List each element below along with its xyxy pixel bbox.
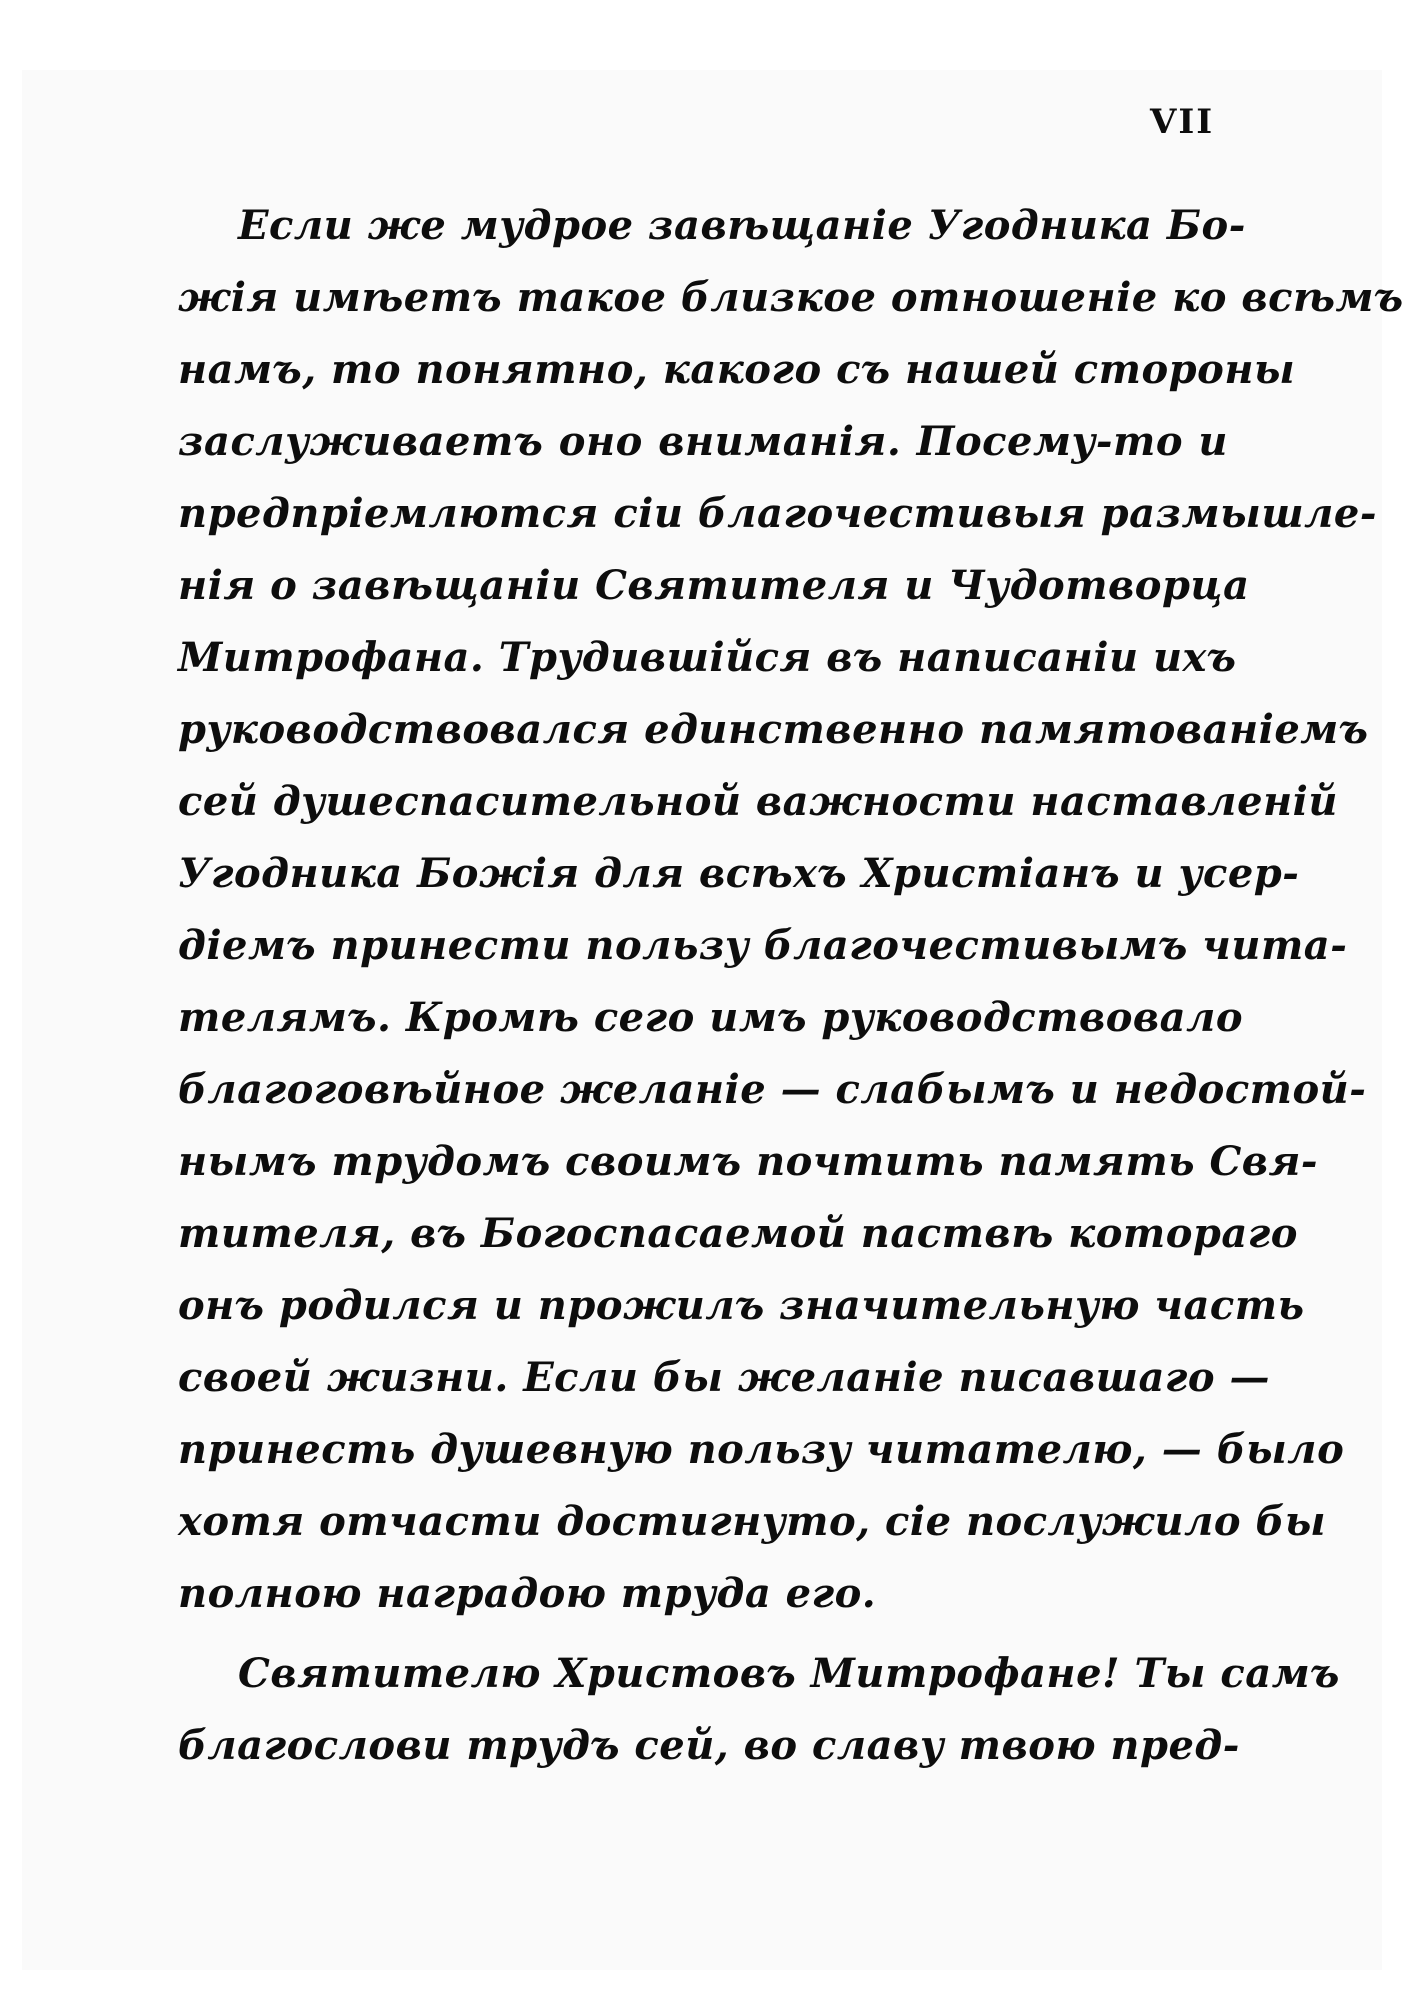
- text-line: намъ, то понятно, какого съ нашей стороны: [178, 346, 1296, 393]
- page-number: VII: [1150, 102, 1215, 142]
- text-line: онъ родился и прожилъ значительную часть: [178, 1282, 1305, 1329]
- text-line: полною наградою труда его.: [178, 1570, 877, 1617]
- text-line: благослови трудъ сей, во славу твою пред-: [178, 1722, 1240, 1769]
- text-line: хотя отчасти достигнуто, сіе послужило бы: [178, 1498, 1327, 1545]
- paragraph-2: [178, 1638, 1340, 1782]
- text-line: сей душеспасительной важности наставленій: [178, 778, 1338, 825]
- text-line: нія о завѣщаніи Святителя и Чудотворца: [178, 562, 1250, 609]
- text-line: жія имѣетъ такое близкое отношеніе ко всѣмъ: [178, 274, 1404, 321]
- text-line: телямъ. Кромѣ сего имъ руководствовало: [178, 994, 1244, 1041]
- text-line: Угодника Божія для всѣхъ Христіанъ и усер-: [178, 850, 1300, 897]
- text-line: руководствовался единственно памятованіемъ: [178, 706, 1369, 753]
- text-line: предпріемлются сіи благочестивыя размышле-: [178, 490, 1377, 537]
- text-line: діемъ принести пользу благочестивымъ чита-: [178, 922, 1348, 969]
- text-line: благоговѣйное желаніе — слабымъ и недостой-: [178, 1066, 1367, 1113]
- text-line: Митрофана. Трудившійся въ написаніи ихъ: [178, 634, 1237, 681]
- text-line: заслуживаетъ оно вниманія. Посему-то и: [178, 418, 1228, 465]
- text-line: Если же мудрое завѣщаніе Угодника Бо-: [238, 202, 1246, 249]
- paragraph-1: [178, 190, 1404, 1630]
- text-line: своей жизни. Если бы желаніе писавшаго —: [178, 1354, 1270, 1401]
- text-line: нымъ трудомъ своимъ почтить память Свя-: [178, 1138, 1319, 1185]
- text-line: принесть душевную пользу читателю, — было: [178, 1426, 1345, 1473]
- text-line: Святителю Христовъ Митрофане! Ты самъ: [238, 1650, 1340, 1697]
- text-line: тителя, въ Богоспасаемой паствѣ котораго: [178, 1210, 1298, 1257]
